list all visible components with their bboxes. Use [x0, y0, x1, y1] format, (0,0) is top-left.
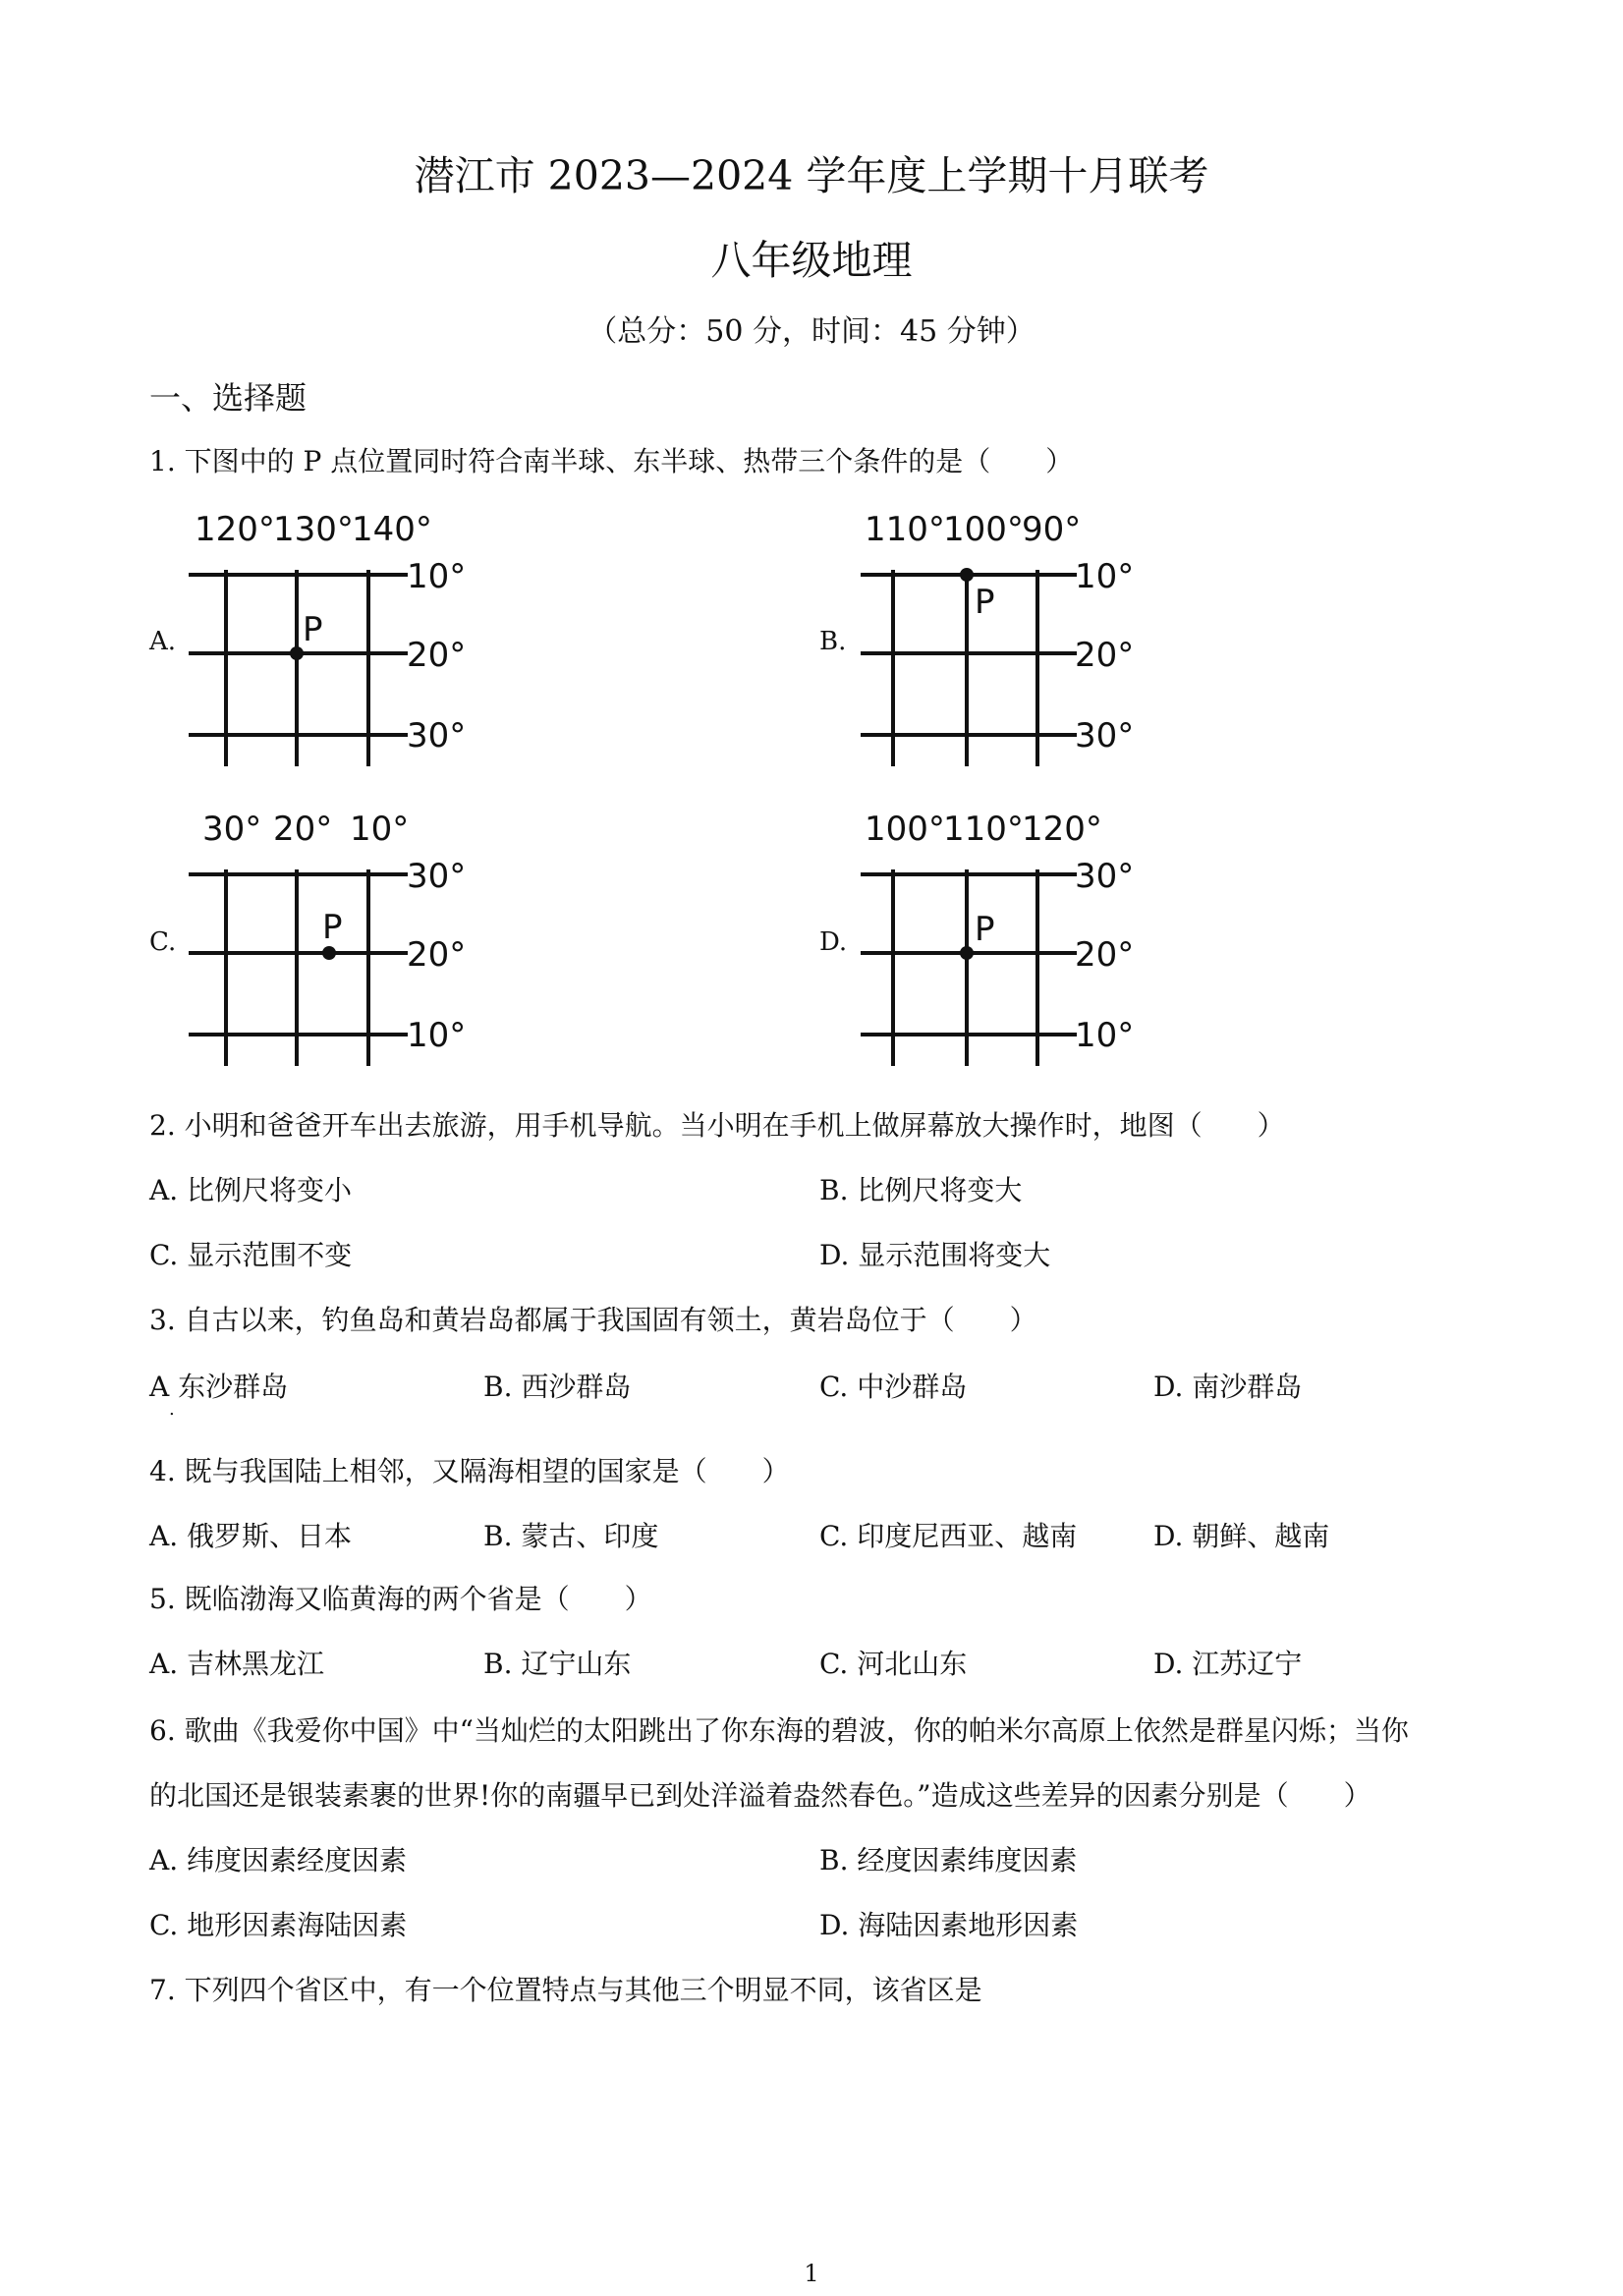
lon-label: 30° [202, 810, 262, 849]
q3-option-a: A 东沙群岛 [149, 1371, 289, 1403]
question-1-stem: 1. 下图中的 P 点位置同时符合南半球、东半球、热带三个条件的是（ ） [149, 445, 1074, 477]
diagram-d-label: D. [819, 927, 848, 957]
q6-option-b: B. 经度因素纬度因素 [819, 1844, 1078, 1876]
q5-option-d: D. 江苏辽宁 [1153, 1648, 1303, 1680]
question-6-stem-line2: 的北国还是银装素裹的世界!你的南疆早已到处洋溢着盎然春色。”造成这些差异的因素分别是（ ） [149, 1779, 1371, 1812]
lat-label: 20° [1075, 636, 1135, 675]
q5-option-a: A. 吉林黑龙江 [149, 1648, 325, 1680]
question-6-stem-line1: 6. 歌曲《我爱你中国》中“当灿烂的太阳跳出了你东海的碧波，你的帕米尔高原上依然是群星闪烁；当你 [149, 1714, 1409, 1747]
lon-label: 100° [943, 510, 1024, 549]
q6-option-c: C. 地形因素海陆因素 [149, 1909, 408, 1941]
lat-label: 20° [407, 935, 467, 975]
diagram-c-grid [177, 801, 491, 1076]
point-p-marker [322, 946, 336, 960]
lat-label: 30° [407, 857, 467, 896]
question-3-stem: 3. 自古以来，钓鱼岛和黄岩岛都属于我国固有领土，黄岩岛位于（ ） [149, 1304, 1037, 1336]
q3-option-b: B. 西沙群岛 [483, 1371, 632, 1403]
section-heading: 一、选择题 [149, 379, 308, 417]
lat-label: 20° [407, 636, 467, 675]
exam-subtitle: 八年级地理 [710, 237, 913, 284]
diagram-d-grid [849, 801, 1163, 1076]
point-p-marker [290, 646, 304, 660]
lat-label: 10° [407, 1016, 467, 1055]
diagram-a-grid [177, 501, 491, 776]
question-4-stem: 4. 既与我国陆上相邻，又隔海相望的国家是（ ） [149, 1455, 790, 1487]
lon-label: 10° [350, 810, 410, 849]
point-p-label: P [303, 610, 323, 649]
point-p-marker [960, 568, 974, 582]
q6-option-a: A. 纬度因素经度因素 [149, 1844, 408, 1876]
lat-label: 10° [1075, 1016, 1135, 1055]
lon-label: 100° [865, 810, 945, 849]
page-number: 1 [804, 2260, 819, 2287]
question-2-stem: 2. 小明和爸爸开车出去旅游，用手机导航。当小明在手机上做屏幕放大操作时，地图（ ） [149, 1109, 1285, 1142]
lon-label: 110° [943, 810, 1024, 849]
exam-title: 潜江市 2023—2024 学年度上学期十月联考 [414, 152, 1209, 199]
lon-label: 90° [1022, 510, 1082, 549]
lon-label: 130° [273, 510, 354, 549]
lon-label: 110° [865, 510, 945, 549]
q5-option-b: B. 辽宁山东 [483, 1648, 632, 1680]
q2-option-a: A. 比例尺将变小 [149, 1174, 353, 1206]
diagram-b-grid [849, 501, 1163, 776]
exam-meta: （总分：50 分，时间：45 分钟） [588, 314, 1035, 349]
diagram-c-label: C. [149, 927, 177, 957]
lat-label: 30° [407, 716, 467, 756]
lon-label: 20° [273, 810, 333, 849]
lat-label: 20° [1075, 935, 1135, 975]
lat-label: 30° [1075, 857, 1135, 896]
q4-option-d: D. 朝鲜、越南 [1153, 1520, 1330, 1552]
point-p-label: P [975, 910, 995, 949]
lat-label: 10° [407, 557, 467, 596]
q2-option-b: B. 比例尺将变大 [819, 1174, 1023, 1206]
q5-option-c: C. 河北山东 [819, 1648, 968, 1680]
question-5-stem: 5. 既临渤海又临黄海的两个省是（ ） [149, 1583, 652, 1615]
q3-option-c: C. 中沙群岛 [819, 1371, 968, 1403]
diagram-b-label: B. [819, 627, 847, 656]
q4-option-c: C. 印度尼西亚、越南 [819, 1520, 1078, 1552]
question-7-stem: 7. 下列四个省区中，有一个位置特点与其他三个明显不同，该省区是 [149, 1974, 982, 2006]
point-p-marker [960, 946, 974, 960]
point-p-label: P [975, 583, 995, 622]
q3-option-d: D. 南沙群岛 [1153, 1371, 1303, 1403]
lon-label: 140° [352, 510, 432, 549]
point-p-label: P [322, 908, 343, 947]
q2-option-d: D. 显示范围将变大 [819, 1239, 1051, 1271]
q2-option-c: C. 显示范围不变 [149, 1239, 353, 1271]
diagram-a-label: A. [149, 627, 177, 656]
q4-option-b: B. 蒙古、印度 [483, 1520, 659, 1552]
q4-option-a: A. 俄罗斯、日本 [149, 1520, 353, 1552]
lat-label: 10° [1075, 557, 1135, 596]
stray-dot: . [169, 1399, 175, 1420]
q6-option-d: D. 海陆因素地形因素 [819, 1909, 1079, 1941]
lon-label: 120° [1022, 810, 1102, 849]
lon-label: 120° [195, 510, 275, 549]
lat-label: 30° [1075, 716, 1135, 756]
